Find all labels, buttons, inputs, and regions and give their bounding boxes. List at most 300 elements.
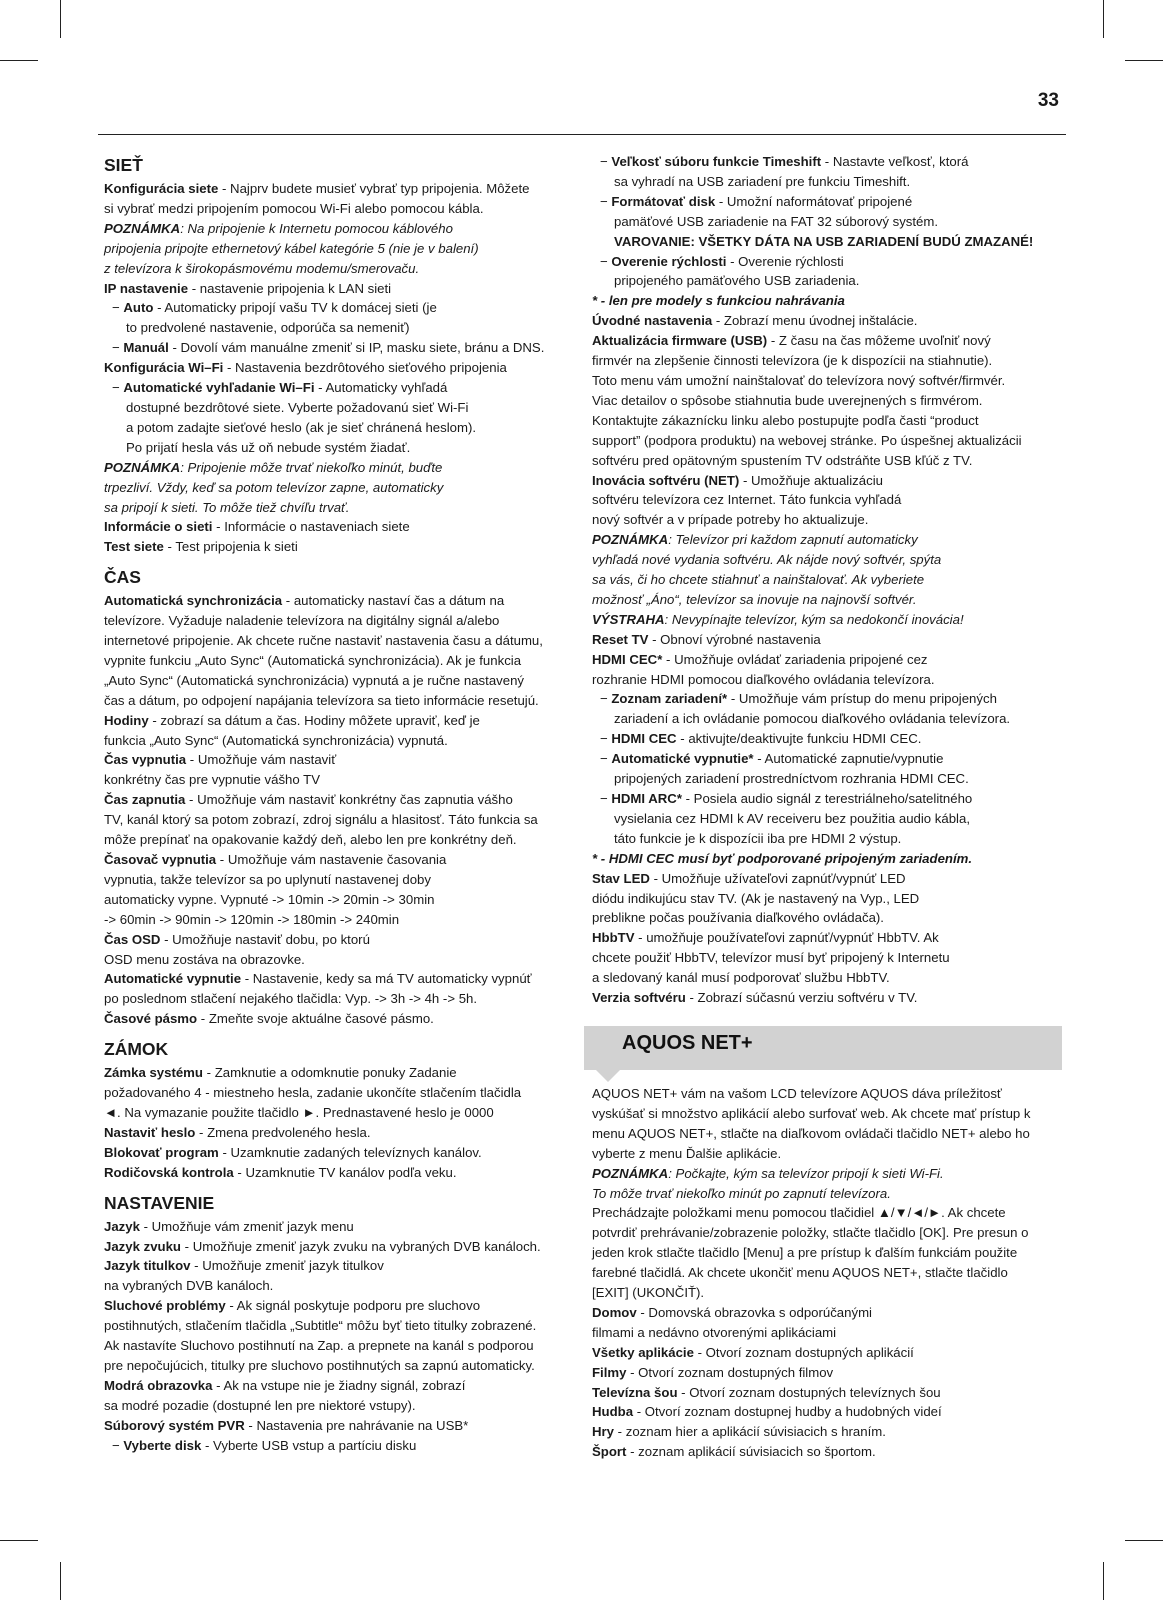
text-line (592, 1422, 1060, 1442)
text-line (592, 809, 1060, 829)
term-label: Televízna šou (592, 1384, 678, 1400)
text-line (592, 908, 1060, 928)
text-line (104, 989, 574, 1009)
term-label: HDMI CEC (611, 731, 677, 747)
term-label: Stav LED (592, 870, 650, 886)
dash-bullet: − (600, 751, 612, 767)
term-label: Hudba (592, 1404, 634, 1420)
text-line (104, 318, 574, 338)
term-description: - aktivujte/deaktivujte funkciu HDMI CEC. (676, 731, 922, 747)
text-line (592, 1323, 1060, 1343)
note-text: sa pripojí k sieti. To môže tiež chvíľu trvať. (104, 499, 350, 515)
dash-bullet: − (600, 691, 612, 707)
text-line (104, 358, 574, 378)
text-line (592, 1402, 1060, 1422)
term-description: softvéru televízora cez Internet. Táto funkcia vyhľadá (592, 492, 902, 508)
term-description: sa modré pozadie (dostupné len pre niektoré vstupy). (104, 1397, 416, 1413)
term-description: - Dovolí vám manuálne zmeniť si IP, masku siete, bránu a DNS. (168, 340, 545, 356)
term-description: - Umožňuje vám nastaviť konkrétny čas zapnutia vášho (185, 792, 513, 808)
text-line (104, 671, 574, 691)
term-label: Blokovať program (104, 1144, 219, 1160)
term-label: Konfigurácia Wi–Fi (104, 360, 224, 376)
section-title-nastavenie: NASTAVENIE (104, 1192, 215, 1213)
note-text: : Televízor pri každom zapnutí automaticky (668, 532, 918, 548)
text-line (592, 172, 1060, 192)
text-line (104, 1336, 574, 1356)
text-line (592, 371, 1060, 391)
term-label: Domov (592, 1304, 637, 1320)
text-line (592, 550, 1060, 570)
text-line (104, 1163, 574, 1183)
continuation-text: a potom zadajte sieťové heslo (ak je sieť chránená heslom). (126, 419, 477, 435)
continuation-text: to predvolené nastavenie, odporúča sa nemeniť) (126, 320, 410, 336)
term-description: - Otvorí zoznam dostupných filmov (626, 1364, 834, 1380)
text-line (592, 769, 1060, 789)
text-line (104, 790, 574, 810)
text-line (104, 1143, 574, 1163)
text-line (592, 530, 1060, 550)
text-line (104, 279, 574, 299)
note-text: sa vás, či ho chcete stiahnuť a nainštalovať. Ak vyberiete (592, 572, 925, 588)
text-line (104, 950, 574, 970)
term-description: po poslednom stlačení nejakého tlačidla: Vyp. -> 3h -> 4h -> 5h. (104, 991, 478, 1007)
text-line (592, 1243, 1060, 1263)
term-description: - Nastavte veľkosť, ktorá (821, 154, 969, 169)
term-label: Formátovať disk (611, 193, 716, 209)
term-label: HDMI CEC* (592, 651, 663, 667)
dash-bullet: − (600, 253, 612, 269)
text-line (592, 311, 1060, 331)
crop-mark (60, 1562, 61, 1600)
text-line (104, 770, 574, 790)
section-cas-body (104, 591, 574, 1029)
text-line (104, 870, 574, 890)
term-label: Hry (592, 1424, 614, 1440)
text-line (592, 889, 1060, 909)
text-line (104, 298, 574, 318)
term-description: preblikne počas používania diaľkového ovládača). (592, 910, 884, 926)
term-description: - Umožňuje vám nastaviť (186, 752, 337, 768)
term-description: - Zobrazí súčasnú verziu softvéru v TV. (685, 990, 918, 1006)
term-label: Filmy (592, 1364, 627, 1380)
text-line (592, 610, 1060, 630)
text-line (592, 1363, 1060, 1383)
text-line (592, 1283, 1060, 1303)
term-description: - Zmeňte svoje aktuálne časové pásmo. (197, 1011, 434, 1027)
dash-bullet: − (600, 731, 612, 747)
left-column (104, 152, 574, 1455)
term-description: menu AQUOS NET+, stlačte na diaľkovom ovládači tlačidlo NET+ alebo ho (592, 1125, 1030, 1141)
term-description: firmvér na zlepšenie činnosti televízora (je k dispozícii na stiahnutie). (592, 353, 993, 369)
term-description: na vybraných DVB kanáloch. (104, 1278, 274, 1294)
term-description: AQUOS NET+ vám na vašom LCD televízore AQUOS dáva príležitosť (592, 1085, 1002, 1101)
text-line (104, 631, 574, 651)
warning-text: VAROVANIE: VŠETKY DÁTA NA USB ZARIADENÍ BUDÚ ZMAZANÉ! (614, 233, 1034, 249)
text-line (104, 611, 574, 631)
term-description: Viac detailov o spôsobe stiahnutia bude uverejnených s firmvérom. (592, 392, 983, 408)
text-line (104, 1256, 574, 1276)
text-line (104, 850, 574, 870)
text-line (592, 411, 1060, 431)
text-line (104, 1316, 574, 1336)
term-label: Súborový systém PVR (104, 1417, 245, 1433)
term-label: Časovač vypnutia (104, 852, 217, 867)
term-description: - Domovská obrazovka s odporúčanými (636, 1304, 872, 1320)
term-description: - Umožňuje aktualizáciu (739, 472, 883, 488)
term-description: a sledovaný kanál musí podporovať službu HbbTV. (592, 970, 890, 986)
term-description: - Ak na vstupe nie je žiadny signál, zobrazí (212, 1377, 466, 1393)
term-description: - Ak signál poskytuje podporu pre sluchovo (225, 1298, 481, 1314)
text-line (104, 1217, 574, 1237)
page-number: 33 (1037, 90, 1059, 111)
crop-mark (1125, 60, 1163, 61)
text-line (592, 510, 1060, 530)
text-line (104, 930, 574, 950)
term-label: Rodičovská kontrola (104, 1164, 234, 1180)
term-label: IP nastavenie (104, 280, 189, 296)
crop-mark (1103, 1562, 1104, 1600)
term-description: - Overenie rýchlosti (726, 253, 844, 269)
text-line (592, 709, 1060, 729)
term-description: automaticky vypne. Vypnuté -> 10min -> 20min -> 30min (104, 891, 435, 907)
term-description: môže prepínať na opakovanie každý deň, alebo len pre konkrétny deň. (104, 832, 517, 848)
term-description: si vybrať medzi pripojením pomocou Wi-Fi alebo pomocou kábla. (104, 200, 484, 216)
term-label: Hodiny (104, 712, 149, 728)
section-siet-body (104, 179, 574, 557)
term-label: Automatické vypnutie* (611, 751, 754, 767)
term-label: Úvodné nastavenia (592, 313, 713, 329)
text-line (592, 729, 1060, 749)
text-line (104, 517, 574, 537)
term-label: Informácie o sieti (104, 519, 213, 535)
section-title-siet: SIEŤ (104, 155, 143, 175)
text-line (592, 1442, 1060, 1462)
continuation-text: zariadení a ich ovládanie pomocou diaľkového ovládania televízora. (614, 711, 1011, 727)
term-description: - Nastavenia pre nahrávanie na USB* (244, 1417, 469, 1433)
term-label: Konfigurácia siete (104, 181, 219, 196)
term-description: - Zobrazí menu úvodnej inštalácie. (712, 313, 918, 329)
text-line (592, 1104, 1060, 1124)
text-line (592, 1343, 1060, 1363)
term-description: Kontaktujte zákaznícku linku alebo postupujte podľa časti “product (592, 412, 979, 428)
term-description: - Posiela audio signál z terestriálneho/satelitného (681, 791, 973, 806)
continuation-text: Po prijatí hesla vás už oň nebude systém žiadať. (126, 439, 411, 455)
term-description: pre nepočujúcich, titulky pre sluchovo postihnutých sa zapnú automaticky. (104, 1357, 535, 1373)
term-description: funkcia „Auto Sync“ (Automatická synchronizácia) vypnutá. (104, 732, 448, 748)
text-line (592, 829, 1060, 849)
term-description: - Umožňuje vám nastavenie časovania (216, 852, 447, 867)
text-line (104, 1416, 574, 1436)
text-line (104, 199, 574, 219)
text-line (592, 1223, 1060, 1243)
text-line (104, 259, 574, 279)
text-line (592, 291, 1060, 311)
note-label: POZNÁMKA (104, 459, 181, 475)
term-description: čas a dátum, po odpojení napájania televízora sa tieto informácie resetujú. (104, 692, 539, 708)
text-line (592, 1303, 1060, 1323)
continuation-text: dostupné bezdrôtové siete. Vyberte požadovanú sieť Wi-Fi (126, 399, 469, 415)
term-description: - Umožňuje zmeniť jazyk zvuku na vybraných DVB kanáloch. (180, 1238, 541, 1254)
term-description: - Z času na čas môžeme uvoľniť nový (767, 333, 991, 349)
note-text: vyhľadá nové vydania softvéru. Ak nájde nový softvér, spýta (592, 552, 942, 568)
dash-bullet: − (600, 154, 612, 169)
term-label: Čas vypnutia (104, 752, 187, 768)
text-line (592, 471, 1060, 491)
term-label: Sluchové problémy (104, 1298, 226, 1314)
text-line (104, 219, 574, 239)
dash-bullet: − (112, 340, 124, 356)
text-line (104, 179, 574, 199)
term-description: - zoznam hier a aplikácií súvisiacich s hraním. (614, 1424, 886, 1440)
text-line (592, 212, 1060, 232)
text-line (104, 1296, 574, 1316)
term-label: Aktualizácia firmware (USB) (592, 333, 768, 349)
term-description: filmami a nedávno otvorenými aplikáciami (592, 1324, 837, 1340)
term-description: - Otvorí zoznam dostupnej hudby a hudobných videí (633, 1404, 942, 1420)
text-line (104, 537, 574, 557)
term-label: Verzia softvéru (592, 990, 686, 1006)
term-label: Inovácia softvéru (NET) (592, 472, 740, 488)
term-description: - Zamknutie a odomknutie ponuky Zadanie (202, 1065, 457, 1081)
note-label: * - len pre modely s funkciou nahrávania (592, 293, 845, 309)
note-label: VÝSTRAHA (592, 611, 665, 627)
term-description: - Umožní naformátovať pripojené (715, 193, 913, 209)
continuation-text: táto funkcie je k dispozícii iba pre HDMI 2 výstup. (614, 830, 902, 846)
term-description: potvrdiť prehrávanie/zobrazenie položky, stlačte tlačidlo [OK]. Pre presun o (592, 1225, 1029, 1241)
section-title-zamok: ZÁMOK (104, 1039, 169, 1060)
term-label: Šport (592, 1444, 627, 1460)
term-description: - Otvorí zoznam dostupných aplikácií (693, 1344, 914, 1360)
note-text: To môže trvať niekoľko minút po zapnutí televízora. (592, 1185, 891, 1201)
text-line (104, 711, 574, 731)
term-label: Vyberte disk (123, 1437, 202, 1453)
term-description: televízore. Vyžaduje naladenie televízora na digitálny signál a/alebo (104, 613, 500, 629)
term-label: HDMI ARC* (611, 791, 682, 806)
term-label: Jazyk titulkov (104, 1258, 191, 1274)
text-line (592, 351, 1060, 371)
text-line (104, 1376, 574, 1396)
term-description: nový softvér a v prípade potreby ho aktualizuje. (592, 512, 869, 528)
text-line (592, 749, 1060, 769)
term-description: - Nastavenia bezdrôtového sieťového pripojenia (223, 360, 507, 376)
text-line (592, 232, 1060, 252)
text-line (104, 1276, 574, 1296)
text-line (592, 948, 1060, 968)
term-description: Ak nastavíte Sluchovo postihnutí na Zap. a prepnete na kanál s podporou (104, 1338, 534, 1354)
term-description: chcete použiť HbbTV, televízor musí byť pripojený k Internetu (592, 950, 950, 966)
text-line (592, 590, 1060, 610)
text-line (592, 391, 1060, 411)
term-description: farebné tlačidlá. Ak chcete ukončiť menu AQUOS NET+, stlačte tlačidlo (592, 1265, 1008, 1281)
text-line (104, 1356, 574, 1376)
term-description: - nastavenie pripojenia k LAN sieti (188, 280, 392, 296)
text-line (104, 731, 574, 751)
text-line (592, 849, 1060, 869)
text-line (592, 1263, 1060, 1283)
text-line (592, 1383, 1060, 1403)
term-label: Jazyk (104, 1218, 140, 1234)
term-description: „Auto Sync“ (Automatická synchronizácia) vypnutá a je ručne nastavený (104, 672, 525, 688)
text-line (592, 1144, 1060, 1164)
term-label: Všetky aplikácie (592, 1344, 694, 1360)
dash-bullet: − (600, 791, 612, 806)
continuation-text: pripojených zariadení prostredníctvom rozhrania HDMI CEC. (614, 771, 969, 787)
term-label: Automatická synchronizácia (104, 593, 283, 609)
text-line (592, 968, 1060, 988)
text-line (104, 591, 574, 611)
term-description: jeden krok stlačte tlačidlo [Menu] a pre prístup k ďalším funkciám použite (592, 1245, 1018, 1261)
text-line (104, 438, 574, 458)
term-description: - Obnoví výrobné nastavenia (648, 631, 821, 647)
term-description: - umožňuje používateľovi zapnúť/vypnúť HbbTV. Ak (634, 930, 939, 946)
term-description: -> 60min -> 90min -> 120min -> 180min -> 240min (104, 911, 400, 927)
text-line (592, 331, 1060, 351)
text-line (104, 458, 574, 478)
term-description: TV, kanál ktorý sa potom zobrazí, zdroj signálu a hlasitosť. Táto funkcia sa (104, 812, 538, 828)
term-description: požadovaného 4 - miestneho hesla, zadanie ukončíte stlačením tlačidla (104, 1085, 522, 1101)
term-description: vypnutia, takže televízor sa po uplynutí nastavenej doby (104, 871, 431, 887)
header-rule (98, 134, 1066, 135)
term-label: Automatické vypnutie (104, 971, 242, 987)
term-description: - zoznam aplikácií súvisiacich so športom. (626, 1444, 876, 1460)
term-label: Auto (123, 300, 154, 316)
term-label: Jazyk zvuku (104, 1238, 181, 1254)
text-line (104, 418, 574, 438)
text-line (592, 570, 1060, 590)
text-line (104, 1436, 574, 1456)
dash-bullet: − (112, 1437, 124, 1453)
text-line (592, 271, 1060, 291)
right-column (592, 152, 1060, 1462)
note-text: : Počkajte, kým sa televízor pripojí k sieti Wi-Fi. (668, 1165, 944, 1181)
term-description: - Uzamknutie zadaných televíznych kanálov. (218, 1144, 482, 1160)
term-label: Reset TV (592, 631, 649, 647)
text-line (592, 988, 1060, 1008)
note-text: z televízora k širokopásmovému modemu/smerovaču. (104, 260, 420, 276)
note-text: : Pripojenie môže trvať niekoľko minút, buďte (180, 459, 443, 475)
note-text: možnosť „Áno“, televízor sa inovuje na najnovší softvér. (592, 591, 917, 607)
text-line (592, 431, 1060, 451)
text-line (592, 490, 1060, 510)
term-description: - Nastavenie, kedy sa má TV automaticky vypnúť (241, 971, 532, 987)
term-label: Test siete (104, 539, 164, 555)
text-line (592, 1203, 1060, 1223)
section-zamok-body (104, 1063, 574, 1182)
section-aquos-body (592, 1084, 1060, 1462)
note-label: POZNÁMKA (592, 1165, 669, 1181)
term-description: - Test pripojenia k sieti (163, 539, 298, 555)
text-line (104, 1083, 574, 1103)
term-label: Čas zapnutia (104, 792, 186, 808)
term-description: vypnite funkciu „Auto Sync“ (Automatická synchronizácia). Ak je funkcia (104, 652, 522, 668)
text-line (592, 869, 1060, 889)
continuation-text: pamäťové USB zariadenie na FAT 32 súborový systém. (614, 213, 939, 229)
text-line (592, 152, 1060, 172)
term-label: Zoznam zariadení* (611, 691, 728, 707)
term-label: Manuál (123, 340, 169, 356)
banner-notch (596, 1070, 620, 1082)
term-description: - Najprv budete musieť vybrať typ pripojenia. Môžete (218, 181, 530, 196)
term-description: - Zmena predvoleného hesla. (195, 1124, 371, 1140)
text-line (104, 1396, 574, 1416)
text-line (104, 398, 574, 418)
text-line (104, 890, 574, 910)
text-line (592, 192, 1060, 212)
term-description: Prechádzajte položkami menu pomocou tlačidiel ▲/▼/◄/►. Ak chcete (592, 1205, 1006, 1221)
text-line (104, 478, 574, 498)
term-label: Veľkosť súboru funkcie Timeshift (611, 154, 822, 169)
note-text: : Nevypínajte televízor, kým sa nedokončí inovácia! (664, 611, 964, 627)
text-line (104, 830, 574, 850)
text-line (104, 239, 574, 259)
term-description: - Vyberte USB vstup a partíciu disku (201, 1437, 417, 1453)
term-description: diódu indikujúcu stav TV. (Ak je nastavený na Vyp., LED (592, 890, 920, 906)
continuation-text: vysielania cez HDMI k AV receiveru bez použitia audio kábla, (614, 810, 970, 826)
text-line (592, 670, 1060, 690)
term-label: Modrá obrazovka (104, 1377, 213, 1393)
text-line (104, 691, 574, 711)
term-description: rozhranie HDMI pomocou diaľkového ovládania televízora. (592, 671, 935, 687)
term-label: Nastaviť heslo (104, 1124, 196, 1140)
text-line (104, 1009, 574, 1029)
text-line (104, 1103, 574, 1123)
term-description: vyskúšať si množstvo aplikácií alebo surfovať web. Ak chcete mať prístup k (592, 1105, 1031, 1121)
text-line (592, 650, 1060, 670)
term-description: - Automaticky vyhľadá (314, 380, 448, 396)
term-label: Automatické vyhľadanie Wi–Fi (123, 380, 315, 396)
term-description: [EXIT] (UKONČIŤ). (592, 1285, 705, 1301)
term-description: konkrétny čas pre vypnutie vášho TV (104, 772, 320, 788)
text-line (592, 689, 1060, 709)
text-line (104, 651, 574, 671)
term-description: ◄. Na vymazanie použite tlačidlo ►. Prednastavené heslo je 0000 (104, 1104, 494, 1120)
crop-mark (1103, 0, 1104, 38)
term-description: - Umožňuje vám zmeniť jazyk menu (139, 1218, 354, 1234)
text-line (592, 630, 1060, 650)
crop-mark (0, 1540, 38, 1541)
section-title-aquos-net: AQUOS NET+ (622, 1031, 753, 1054)
term-label: Čas OSD (104, 931, 161, 947)
term-description: - zobrazí sa dátum a čas. Hodiny môžete upraviť, keď je (148, 712, 480, 728)
text-line (592, 451, 1060, 471)
note-text: trpezliví. Vždy, keď sa potom televízor zapne, automaticky (104, 479, 444, 495)
term-description: - Automatické zapnutie/vypnutie (753, 751, 944, 767)
text-line (104, 338, 574, 358)
text-line (104, 750, 574, 770)
term-description: postihnutých, stlačením tlačidla „Subtitle“ môžu byť tieto titulky zobrazené. (104, 1318, 537, 1334)
text-line (104, 910, 574, 930)
section-nastavenie-body (104, 1217, 574, 1456)
continuation-text: sa vyhradí na USB zariadení pre funkciu Timeshift. (614, 173, 911, 189)
text-line (104, 498, 574, 518)
note-label: POZNÁMKA (104, 220, 181, 236)
term-label: Časové pásmo (104, 1011, 198, 1027)
term-description: - Uzamknutie TV kanálov podľa veku. (233, 1164, 457, 1180)
term-label: Zámka systému (104, 1065, 203, 1081)
term-description: - Otvorí zoznam dostupných televíznych šou (677, 1384, 941, 1400)
term-description: - automaticky nastaví čas a dátum na (282, 593, 505, 609)
note-text: pripojenia pripojte ethernetový kábel kategórie 5 (nie je v balení) (104, 240, 479, 256)
crop-mark (1125, 1540, 1163, 1541)
term-description: internetové pripojenie. Ak chcete ručne nastaviť nastavenia času a dátumu, (104, 633, 543, 649)
term-description: support” (podpora produktu) na webovej stránke. Po úspešnej aktualizácii (592, 432, 1022, 448)
text-line (104, 378, 574, 398)
aquos-net-banner (584, 1026, 1062, 1070)
term-description: - Umožňuje vám prístup do menu pripojených (727, 691, 997, 707)
text-line (592, 1124, 1060, 1144)
text-line (592, 1184, 1060, 1204)
text-line (592, 789, 1060, 809)
